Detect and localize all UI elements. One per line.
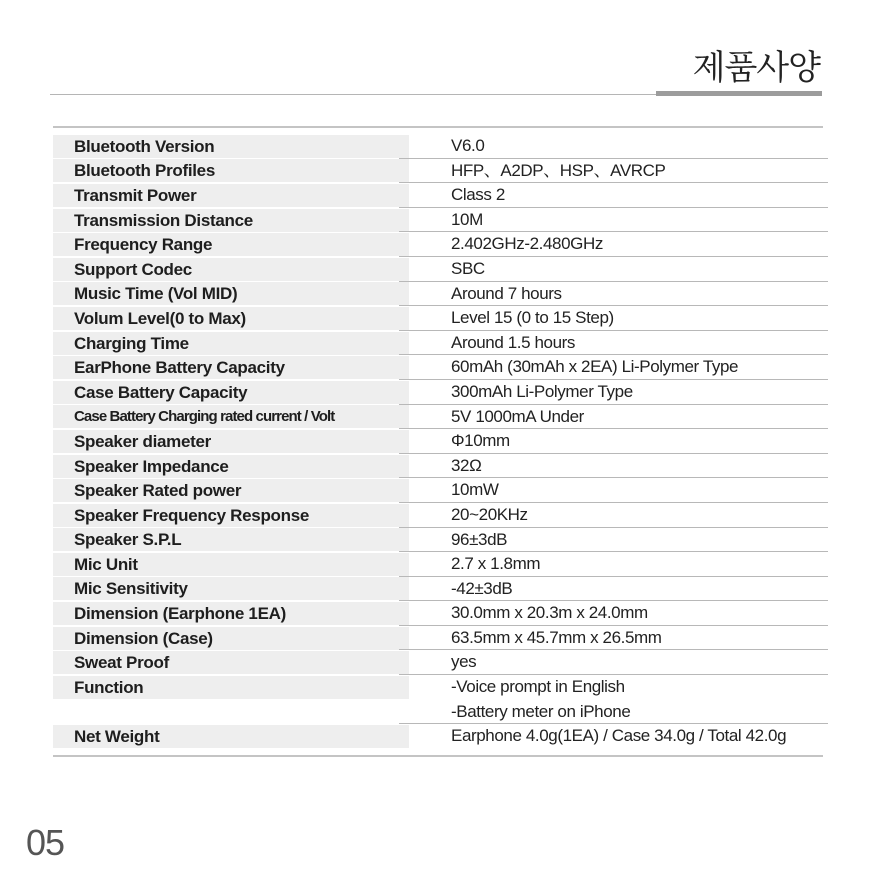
- spec-value: HFP、A2DP、HSP、AVRCP: [399, 159, 828, 184]
- spec-row-frequency-range: [53, 232, 828, 257]
- spec-row-speaker-rated-power: [53, 478, 828, 503]
- spec-label: Function: [53, 676, 409, 699]
- spec-row-dimension-case: [53, 626, 828, 651]
- spec-value-line: -Voice prompt in English: [451, 677, 625, 697]
- spec-row-earphone-battery: [53, 355, 828, 380]
- spec-value: -42±3dB: [399, 577, 828, 602]
- spec-label: EarPhone Battery Capacity: [53, 356, 409, 379]
- spec-label: Mic Sensitivity: [53, 577, 409, 600]
- spec-value: 300mAh Li-Polymer Type: [399, 380, 828, 405]
- spec-row-function: [53, 675, 828, 724]
- spec-table: [53, 134, 828, 749]
- spec-label: Net Weight: [53, 725, 409, 748]
- spec-row-speaker-frequency-response: [53, 503, 828, 528]
- table-bottom-rule: [53, 755, 823, 757]
- spec-value: 20~20KHz: [399, 503, 828, 528]
- spec-value: 96±3dB: [399, 528, 828, 553]
- spec-value: 32Ω: [399, 454, 828, 479]
- spec-label: Volum Level(0 to Max): [53, 307, 409, 330]
- spec-label: Dimension (Case): [53, 627, 409, 650]
- spec-value: Class 2: [399, 183, 828, 208]
- spec-label: Speaker Frequency Response: [53, 504, 409, 527]
- spec-row-speaker-spl: [53, 528, 828, 553]
- page-number: 05: [26, 822, 65, 863]
- spec-label: Transmit Power: [53, 184, 409, 207]
- spec-label: Dimension (Earphone 1EA): [53, 602, 409, 625]
- spec-value: Earphone 4.0g(1EA) / Case 34.0g / Total 42.0g: [451, 726, 787, 746]
- spec-value: V6.0: [399, 134, 828, 159]
- spec-row-volume-level: [53, 306, 828, 331]
- title-accent-bar: [656, 91, 822, 96]
- spec-row-music-time: [53, 282, 828, 307]
- spec-value: 30.0mm x 20.3m x 24.0mm: [399, 601, 828, 626]
- spec-value: 5V 1000mA Under: [399, 405, 828, 430]
- page-title: 제품사양: [692, 48, 820, 88]
- spec-value: 2.402GHz-2.480GHz: [399, 232, 828, 257]
- spec-value: Around 7 hours: [399, 282, 828, 307]
- spec-row-mic-sensitivity: [53, 577, 828, 602]
- spec-value: 60mAh (30mAh x 2EA) Li-Polymer Type: [399, 355, 828, 380]
- spec-value: 10M: [399, 208, 828, 233]
- spec-row-transmission-distance: [53, 208, 828, 233]
- spec-row-speaker-diameter: [53, 429, 828, 454]
- spec-label: Speaker diameter: [53, 430, 409, 453]
- spec-value: Around 1.5 hours: [399, 331, 828, 356]
- spec-row-dimension-earphone: [53, 601, 828, 626]
- spec-row-mic-unit: [53, 552, 828, 577]
- spec-value: Level 15 (0 to 15 Step): [399, 306, 828, 331]
- spec-label: Case Battery Capacity: [53, 381, 409, 404]
- spec-row-bluetooth-profiles: [53, 159, 828, 184]
- spec-label: Support Codec: [53, 258, 409, 281]
- spec-row-charging-time: [53, 331, 828, 356]
- spec-label: Frequency Range: [53, 233, 409, 256]
- spec-row-net-weight: [53, 724, 828, 749]
- spec-row-sweat-proof: [53, 650, 828, 675]
- spec-value: 2.7 x 1.8mm: [399, 552, 828, 577]
- spec-label: Sweat Proof: [53, 651, 409, 674]
- spec-label: Speaker Impedance: [53, 455, 409, 478]
- spec-value-line: -Battery meter on iPhone: [451, 701, 631, 721]
- spec-row-case-battery: [53, 380, 828, 405]
- spec-row-case-charging-current: [53, 405, 828, 430]
- spec-label: Speaker S.P.L: [53, 528, 409, 551]
- spec-value: yes: [399, 650, 828, 675]
- spec-value: SBC: [399, 257, 828, 282]
- spec-value: Φ10mm: [399, 429, 828, 454]
- spec-label: Speaker Rated power: [53, 479, 409, 502]
- spec-label: Case Battery Charging rated current / Volt: [53, 405, 409, 428]
- spec-label: Transmission Distance: [53, 209, 409, 232]
- spec-row-speaker-impedance: [53, 454, 828, 479]
- spec-value: 10mW: [399, 478, 828, 503]
- spec-label: Music Time (Vol MID): [53, 282, 409, 305]
- spec-label: Charging Time: [53, 332, 409, 355]
- spec-label: Bluetooth Version: [53, 135, 409, 158]
- spec-row-support-codec: [53, 257, 828, 282]
- spec-row-bluetooth-version: [53, 134, 828, 159]
- spec-value: 63.5mm x 45.7mm x 26.5mm: [399, 626, 828, 651]
- spec-row-transmit-power: [53, 183, 828, 208]
- spec-value: [399, 675, 828, 724]
- table-top-rule: [53, 126, 823, 128]
- spec-label: Bluetooth Profiles: [53, 159, 409, 182]
- spec-label: Mic Unit: [53, 553, 409, 576]
